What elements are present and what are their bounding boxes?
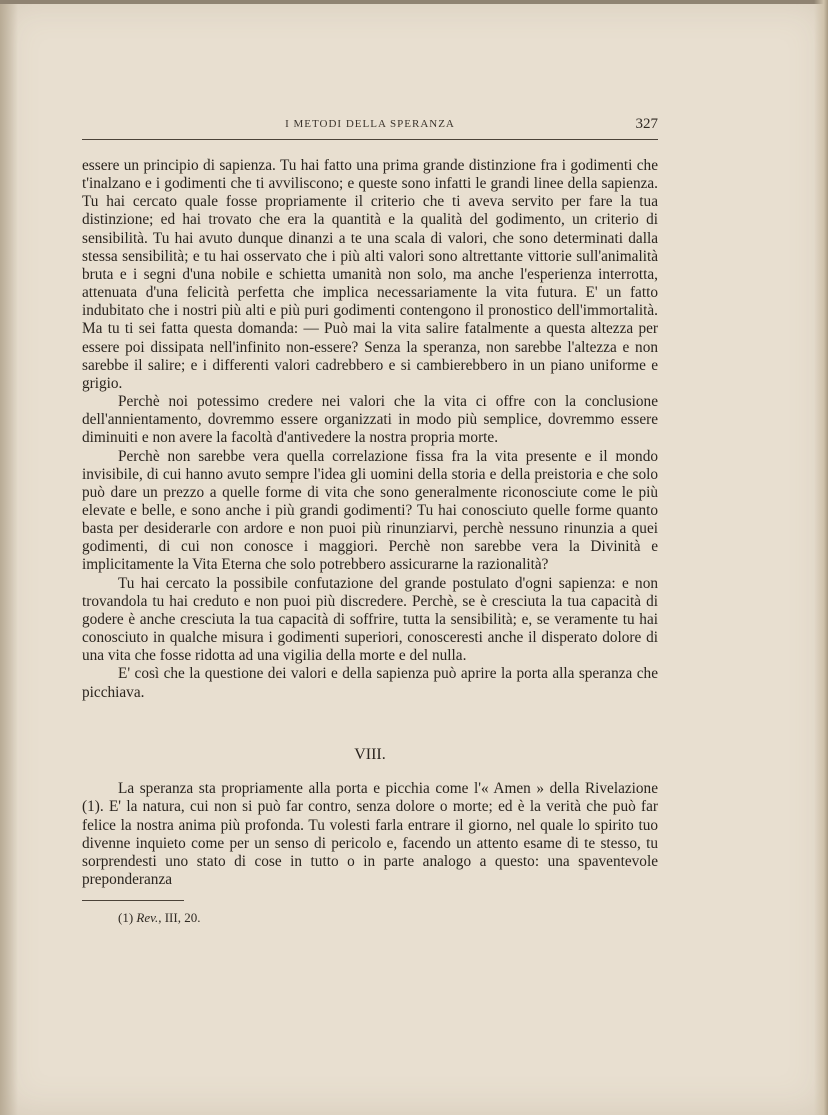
footnote-abbreviation: Rev. <box>136 910 159 925</box>
paragraph: Perchè noi potessimo credere nei valori che la vita ci offre con la conclusione dell'annientamento, dovremmo essere organizzati in modo più semplice, dovremmo essere diminuiti e non avere la facoltà d'antivedere la nostra propria morte. <box>82 393 658 447</box>
section-heading: VIII. <box>354 746 386 763</box>
page-number: 327 <box>635 116 658 132</box>
paragraph: Perchè non sarebbe vera quella correlazione fissa fra la vita presente e il mondo invisibile, di cui hanno avuto sempre l'idea gli uomini della storia e della preistoria e che solo può dare un prezzo a quelle forme di vita che sono generalmente riconosciute come le più elevate e belle, e sono anche i più grandi godimenti? Tu hai conosciuto quelle forme quanto basta per desiderarle con ardore e non puoi più rinunziarvi, perchè nessuno rinunzia a quei godimenti, di cui non conosce i maggiori. Perchè non sarebbe vera la Divinità e implicitamente la Vita Eterna che solo potrebbero assicurarne la razionalità? <box>82 447 658 574</box>
running-head <box>82 116 658 136</box>
paragraph: E' così che la questione dei valori e della sapienza può aprire la porta alla speranza che picchiava. <box>82 665 658 701</box>
page-top-edge <box>0 0 828 4</box>
footnote-reference: , III, 20. <box>158 910 201 925</box>
paragraph: essere un principio di sapienza. Tu hai fatto una prima grande distinzione fra i godimenti che t'inalzano e i godimenti che ti avviliscono; e queste sono infatti le grandi linee della sapienza. Tu hai cercato quale fosse propriamente il criterio che ti aveva servito per fare la tua distinzione; ed hai trovato che era la quantità e la qualità del godimento, un criterio di sensibilità. Tu hai avuto dunque dinanzi a te una scala di valori, che sono determinati dalla stessa sensibilità; e tu hai osservato che i più alti valori sono altrettante vittorie sull'animalità bruta e i segni d'una nobile e schietta umanità non solo, ma anche l'esperienza interrotta, attenuata d'una felicità perfetta che implica necessariamente la vita futura. E' un fatto indubitato che i nostri più alti e più puri godimenti contengono il pronostico dell'immortalità. Ma tu ti sei fatta questa domanda: — Può mai la vita salire fatalmente a questa altezza per essere poi dissipata nell'infinito non-essere? Senza la speranza, non sarebbe l'altezza e non sarebbe il salire; e i differenti valori cadrebbero e si cambierebbero in un piano uniforme e grigio. <box>82 157 658 392</box>
footnote-marker: (1) <box>118 910 134 925</box>
header-rule <box>82 139 658 140</box>
running-title: I METODI DELLA SPERANZA <box>285 118 455 130</box>
paragraph: Tu hai cercato la possibile confutazione del grande postulato d'ogni sapienza: e non trovandola tu hai creduto e non puoi più discredere. Perchè, se è cresciuta la tua capacità di godere è anche cresciuta la tua capacità di soffrire, tutta la sensibilità; e, se veramente tu hai conosciuto in qualche misura i godimenti superiori, conosceresti anche il disperato dolore di una vita che fosse ridotta ad una vigilia della morte e del nulla. <box>82 574 658 665</box>
footnote <box>118 910 200 926</box>
body-text <box>82 157 658 702</box>
footnote-rule <box>82 900 184 901</box>
paragraph: La speranza sta propriamente alla porta e picchia come l'« Amen » della Rivelazione (1). E' la natura, cui non si può far contro, senza dolore o morte; ed è la verità che può far felice la nostra anima più profonda. Tu volesti farla entrare il giorno, nel quale lo spirito tuo divenne inquieto come per un senso di pericolo e, facendo un attento esame di te stesso, tu sorprendesti uno stato di cose in tutto o in parte analogo a questo: una spaventevole preponderanza <box>82 780 658 889</box>
section-body-text <box>82 780 658 890</box>
